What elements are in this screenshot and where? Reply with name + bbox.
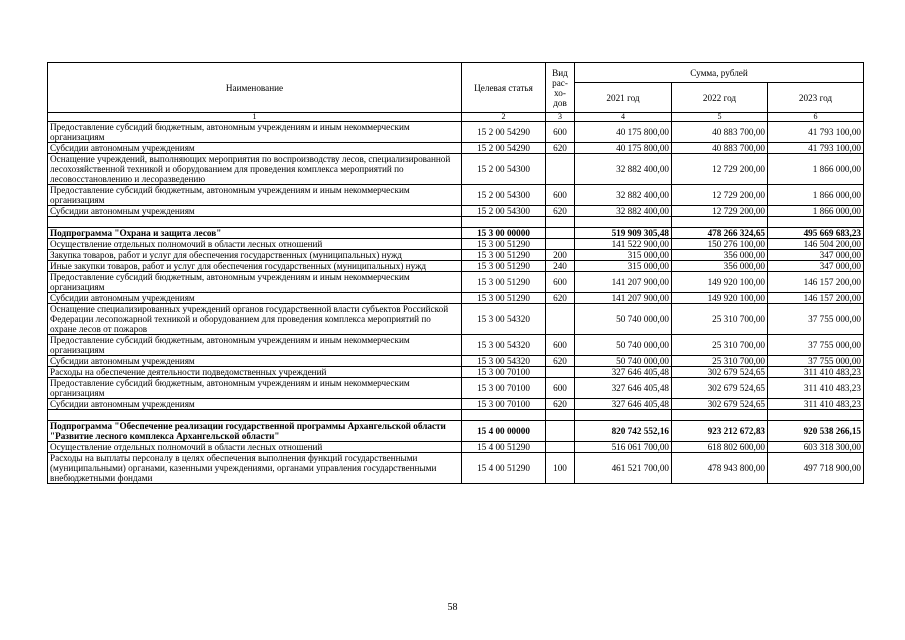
table-body — [48, 122, 864, 484]
row-amount-2023: 37 755 000,00 — [768, 304, 864, 335]
row-expense-type — [546, 304, 575, 335]
table-row — [48, 261, 864, 272]
row-expense-type: 200 — [546, 250, 575, 261]
row-target-article: 15 3 00 70100 — [462, 378, 546, 399]
empty-cell — [546, 217, 575, 228]
table-row — [48, 453, 864, 484]
row-name: Субсидии автономным учреждениям — [48, 399, 462, 410]
header-year-2023: 2023 год — [768, 83, 864, 113]
row-name: Предоставление субсидий бюджетным, автономным учреждениям и иным некоммерческим организациям — [48, 272, 462, 293]
row-amount-2023: 146 157 200,00 — [768, 272, 864, 293]
row-amount-2023: 37 755 000,00 — [768, 356, 864, 367]
page-number: 58 — [447, 602, 458, 613]
row-amount-2023: 311 410 483,23 — [768, 378, 864, 399]
header-vid-line: дов — [553, 97, 567, 108]
row-amount-2021: 820 742 552,16 — [575, 421, 672, 442]
table-spacer-row — [48, 217, 864, 228]
row-amount-2021: 32 882 400,00 — [575, 154, 672, 185]
row-expense-type — [546, 367, 575, 378]
row-target-article: 15 2 00 54300 — [462, 154, 546, 185]
row-name: Подпрограмма "Обеспечение реализации государственной программы Архангельской области "Развитие лесного комплекса Архангельской области" — [48, 421, 462, 442]
table-spacer-row — [48, 410, 864, 421]
row-expense-type: 620 — [546, 206, 575, 217]
header-year-2022: 2022 год — [672, 83, 768, 113]
empty-cell — [48, 217, 462, 228]
row-target-article: 15 4 00 51290 — [462, 442, 546, 453]
row-amount-2022: 25 310 700,00 — [672, 335, 768, 356]
row-amount-2023: 1 866 000,00 — [768, 185, 864, 206]
row-amount-2022: 40 883 700,00 — [672, 122, 768, 143]
row-name: Предоставление субсидий бюджетным, автономным учреждениям и иным некоммерческим организациям — [48, 378, 462, 399]
row-amount-2022: 149 920 100,00 — [672, 272, 768, 293]
row-amount-2023: 495 669 683,23 — [768, 228, 864, 239]
row-amount-2022: 356 000,00 — [672, 261, 768, 272]
row-name: Субсидии автономным учреждениям — [48, 356, 462, 367]
row-amount-2021: 141 522 900,00 — [575, 239, 672, 250]
column-index: 5 — [672, 113, 768, 122]
row-amount-2023: 920 538 266,15 — [768, 421, 864, 442]
row-expense-type — [546, 421, 575, 442]
table-row — [48, 399, 864, 410]
row-expense-type: 100 — [546, 453, 575, 484]
row-target-article: 15 3 00 51290 — [462, 261, 546, 272]
header-vid-line: рас- — [552, 77, 568, 88]
row-target-article: 15 3 00 70100 — [462, 367, 546, 378]
row-amount-2022: 302 679 524,65 — [672, 367, 768, 378]
row-amount-2023: 311 410 483,23 — [768, 367, 864, 378]
header-expense-type — [546, 63, 575, 113]
row-target-article: 15 2 00 54300 — [462, 185, 546, 206]
row-amount-2022: 12 729 200,00 — [672, 206, 768, 217]
row-amount-2023: 347 000,00 — [768, 250, 864, 261]
row-amount-2021: 141 207 900,00 — [575, 272, 672, 293]
row-expense-type: 600 — [546, 378, 575, 399]
row-amount-2023: 1 866 000,00 — [768, 206, 864, 217]
table-row — [48, 293, 864, 304]
header-target-article: Целевая статья — [462, 63, 546, 113]
row-expense-type: 600 — [546, 185, 575, 206]
row-name: Иные закупки товаров, работ и услуг для обеспечения государственных (муниципальных) нужд — [48, 261, 462, 272]
row-name: Предоставление субсидий бюджетным, автономным учреждениям и иным некоммерческим организациям — [48, 185, 462, 206]
row-amount-2021: 315 000,00 — [575, 261, 672, 272]
row-amount-2021: 327 646 405,48 — [575, 367, 672, 378]
header-vid-line: хо- — [554, 87, 566, 98]
row-name: Предоставление субсидий бюджетным, автономным учреждениям и иным некоммерческим организациям — [48, 122, 462, 143]
row-target-article: 15 2 00 54300 — [462, 206, 546, 217]
table-row — [48, 185, 864, 206]
table-row — [48, 206, 864, 217]
row-expense-type: 620 — [546, 293, 575, 304]
row-amount-2022: 923 212 672,83 — [672, 421, 768, 442]
row-amount-2022: 25 310 700,00 — [672, 304, 768, 335]
row-amount-2023: 603 318 300,00 — [768, 442, 864, 453]
row-name: Осуществление отдельных полномочий в области лесных отношений — [48, 239, 462, 250]
table-row — [48, 335, 864, 356]
row-target-article: 15 3 00 51290 — [462, 272, 546, 293]
empty-cell — [575, 410, 672, 421]
row-name: Осуществление отдельных полномочий в области лесных отношений — [48, 442, 462, 453]
table-row — [48, 356, 864, 367]
row-expense-type: 620 — [546, 399, 575, 410]
row-amount-2021: 327 646 405,48 — [575, 399, 672, 410]
table-row — [48, 122, 864, 143]
column-index: 1 — [48, 113, 462, 122]
row-amount-2021: 327 646 405,48 — [575, 378, 672, 399]
row-target-article: 15 3 00 70100 — [462, 399, 546, 410]
empty-cell — [575, 217, 672, 228]
table-row — [48, 304, 864, 335]
column-index: 6 — [768, 113, 864, 122]
row-expense-type — [546, 442, 575, 453]
subprogram-row — [48, 228, 864, 239]
row-amount-2021: 315 000,00 — [575, 250, 672, 261]
row-name: Предоставление субсидий бюджетным, автономным учреждениям и иным некоммерческим организациям — [48, 335, 462, 356]
row-amount-2022: 302 679 524,65 — [672, 399, 768, 410]
row-amount-2022: 149 920 100,00 — [672, 293, 768, 304]
row-amount-2021: 50 740 000,00 — [575, 356, 672, 367]
table-row — [48, 442, 864, 453]
row-target-article: 15 2 00 54290 — [462, 122, 546, 143]
row-name: Расходы на обеспечение деятельности подведомственных учреждений — [48, 367, 462, 378]
row-amount-2023: 41 793 100,00 — [768, 143, 864, 154]
row-name: Субсидии автономным учреждениям — [48, 143, 462, 154]
table-row — [48, 143, 864, 154]
row-amount-2021: 519 909 305,48 — [575, 228, 672, 239]
row-expense-type: 600 — [546, 335, 575, 356]
column-index: 3 — [546, 113, 575, 122]
row-amount-2023: 1 866 000,00 — [768, 154, 864, 185]
row-name: Оснащение учреждений, выполняющих мероприятия по воспроизводству лесов, специализированной лесохозяйственной техникой и оборудованием для проведения комплекса мероприятий по лесовосстановлению и лесоразведению — [48, 154, 462, 185]
row-target-article: 15 3 00 00000 — [462, 228, 546, 239]
table-row — [48, 250, 864, 261]
row-target-article: 15 4 00 00000 — [462, 421, 546, 442]
row-amount-2022: 40 883 700,00 — [672, 143, 768, 154]
row-name: Субсидии автономным учреждениям — [48, 206, 462, 217]
row-amount-2022: 12 729 200,00 — [672, 185, 768, 206]
row-amount-2022: 12 729 200,00 — [672, 154, 768, 185]
empty-cell — [768, 410, 864, 421]
table-row — [48, 378, 864, 399]
table-row — [48, 272, 864, 293]
row-target-article: 15 2 00 54290 — [462, 143, 546, 154]
header-vid-line: Вид — [552, 67, 568, 78]
empty-cell — [462, 217, 546, 228]
row-target-article: 15 4 00 51290 — [462, 453, 546, 484]
empty-cell — [546, 410, 575, 421]
header-year-2021: 2021 год — [575, 83, 672, 113]
row-amount-2021: 32 882 400,00 — [575, 206, 672, 217]
budget-table — [47, 62, 864, 484]
column-index: 2 — [462, 113, 546, 122]
row-name: Оснащение специализированных учреждений органов государственной власти субъектов Российской Федерации лесопожарной техникой и оборудованием для проведения комплекса мероприятий по охране лесов от пожаров — [48, 304, 462, 335]
empty-cell — [462, 410, 546, 421]
table-row — [48, 239, 864, 250]
row-name: Закупка товаров, работ и услуг для обеспечения государственных (муниципальных) нужд — [48, 250, 462, 261]
row-target-article: 15 3 00 51290 — [462, 250, 546, 261]
row-expense-type: 600 — [546, 272, 575, 293]
row-target-article: 15 3 00 51290 — [462, 239, 546, 250]
row-name: Подпрограмма "Охрана и защита лесов" — [48, 228, 462, 239]
row-amount-2023: 37 755 000,00 — [768, 335, 864, 356]
empty-cell — [768, 217, 864, 228]
empty-cell — [672, 217, 768, 228]
row-name: Субсидии автономным учреждениям — [48, 293, 462, 304]
row-amount-2021: 50 740 000,00 — [575, 304, 672, 335]
row-expense-type: 620 — [546, 356, 575, 367]
row-target-article: 15 3 00 54320 — [462, 304, 546, 335]
row-target-article: 15 3 00 54320 — [462, 335, 546, 356]
row-amount-2021: 141 207 900,00 — [575, 293, 672, 304]
row-amount-2021: 40 175 800,00 — [575, 143, 672, 154]
empty-cell — [48, 410, 462, 421]
header-name: Наименование — [48, 63, 462, 113]
row-amount-2021: 32 882 400,00 — [575, 185, 672, 206]
row-target-article: 15 3 00 51290 — [462, 293, 546, 304]
row-amount-2021: 516 061 700,00 — [575, 442, 672, 453]
row-expense-type: 240 — [546, 261, 575, 272]
row-expense-type: 620 — [546, 143, 575, 154]
row-amount-2023: 146 157 200,00 — [768, 293, 864, 304]
row-expense-type — [546, 228, 575, 239]
row-amount-2023: 311 410 483,23 — [768, 399, 864, 410]
row-amount-2023: 41 793 100,00 — [768, 122, 864, 143]
row-amount-2022: 302 679 524,65 — [672, 378, 768, 399]
row-amount-2021: 50 740 000,00 — [575, 335, 672, 356]
row-expense-type: 600 — [546, 122, 575, 143]
table-row — [48, 367, 864, 378]
column-index: 4 — [575, 113, 672, 122]
row-expense-type — [546, 154, 575, 185]
row-amount-2023: 347 000,00 — [768, 261, 864, 272]
row-amount-2022: 618 802 600,00 — [672, 442, 768, 453]
row-amount-2021: 461 521 700,00 — [575, 453, 672, 484]
row-amount-2023: 497 718 900,00 — [768, 453, 864, 484]
row-amount-2022: 478 943 800,00 — [672, 453, 768, 484]
row-amount-2022: 150 276 100,00 — [672, 239, 768, 250]
header-sum: Сумма, рублей — [575, 63, 864, 83]
row-amount-2022: 478 266 324,65 — [672, 228, 768, 239]
row-target-article: 15 3 00 54320 — [462, 356, 546, 367]
row-name: Расходы на выплаты персоналу в целях обеспечения выполнения функций государственными (муниципальными) органами, казенными учреждениями, органами управления государственными внебюджетными фондами — [48, 453, 462, 484]
row-amount-2021: 40 175 800,00 — [575, 122, 672, 143]
row-amount-2022: 356 000,00 — [672, 250, 768, 261]
row-amount-2023: 146 504 200,00 — [768, 239, 864, 250]
table-row — [48, 154, 864, 185]
subprogram-row — [48, 421, 864, 442]
row-amount-2022: 25 310 700,00 — [672, 356, 768, 367]
empty-cell — [672, 410, 768, 421]
row-expense-type — [546, 239, 575, 250]
